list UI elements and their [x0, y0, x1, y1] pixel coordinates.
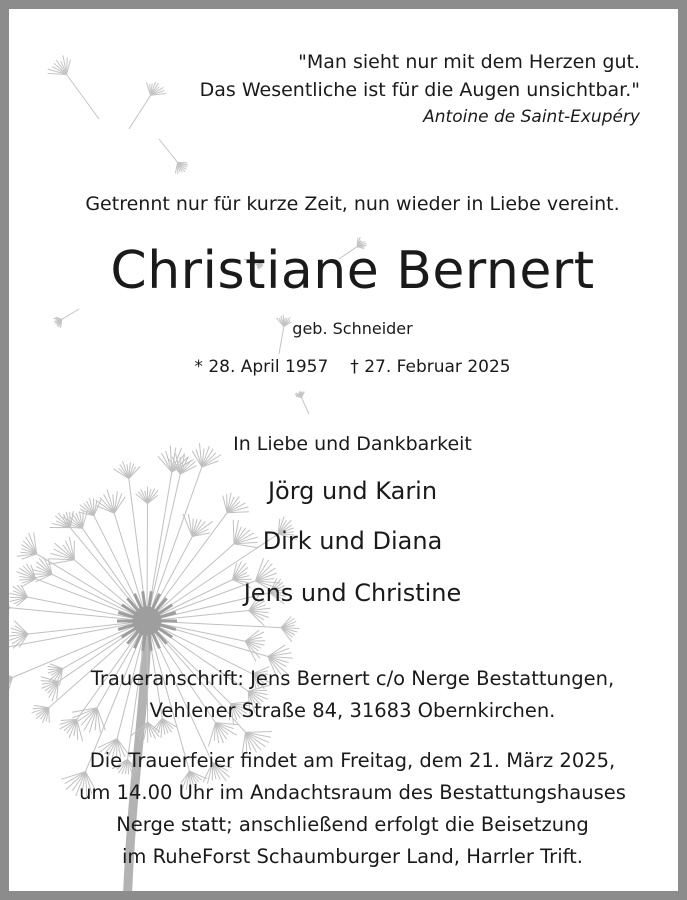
family-name-3: Jens und Christine [243, 579, 462, 607]
death-date: † 27. Februar 2025 [350, 357, 511, 377]
ceremony-line-3: Nerge statt; anschließend erfolgt die Beisetzung [116, 813, 589, 836]
ceremony-line-1: Die Trauerfeier findet am Freitag, dem 21. März 2025, [89, 749, 616, 772]
maiden-name: geb. Schneider [292, 319, 413, 338]
ceremony-line-2: um 14.00 Uhr im Andachtsraum des Bestattungshauses [79, 781, 626, 804]
address-line-1: Traueranschrift: Jens Bernert c/o Nerge Bestattungen, [90, 667, 615, 690]
birth-date: * 28. April 1957 [194, 357, 329, 377]
quote-author: Antoine de Saint-Exupéry [423, 107, 640, 127]
quote-line-2: Das Wesentliche ist für die Augen unsichtbar." [199, 79, 640, 101]
address-line-2: Vehlener Straße 84, 31683 Obernkirchen. [149, 699, 556, 722]
family-name-1: Jörg und Karin [267, 477, 438, 505]
quote-line-1: "Man sieht nur mit dem Herzen gut. [298, 51, 640, 73]
family-name-2: Dirk und Diana [262, 527, 443, 555]
motto-line: Getrennt nur für kurze Zeit, nun wieder in Liebe vereint. [85, 193, 620, 215]
mourners-intro: In Liebe und Dankbarkeit [233, 433, 472, 455]
deceased-name: Christiane Bernert [110, 241, 595, 301]
life-dates [9, 357, 687, 377]
ceremony-line-4: im RuheForst Schaumburger Land, Harrler Trift. [122, 845, 583, 868]
